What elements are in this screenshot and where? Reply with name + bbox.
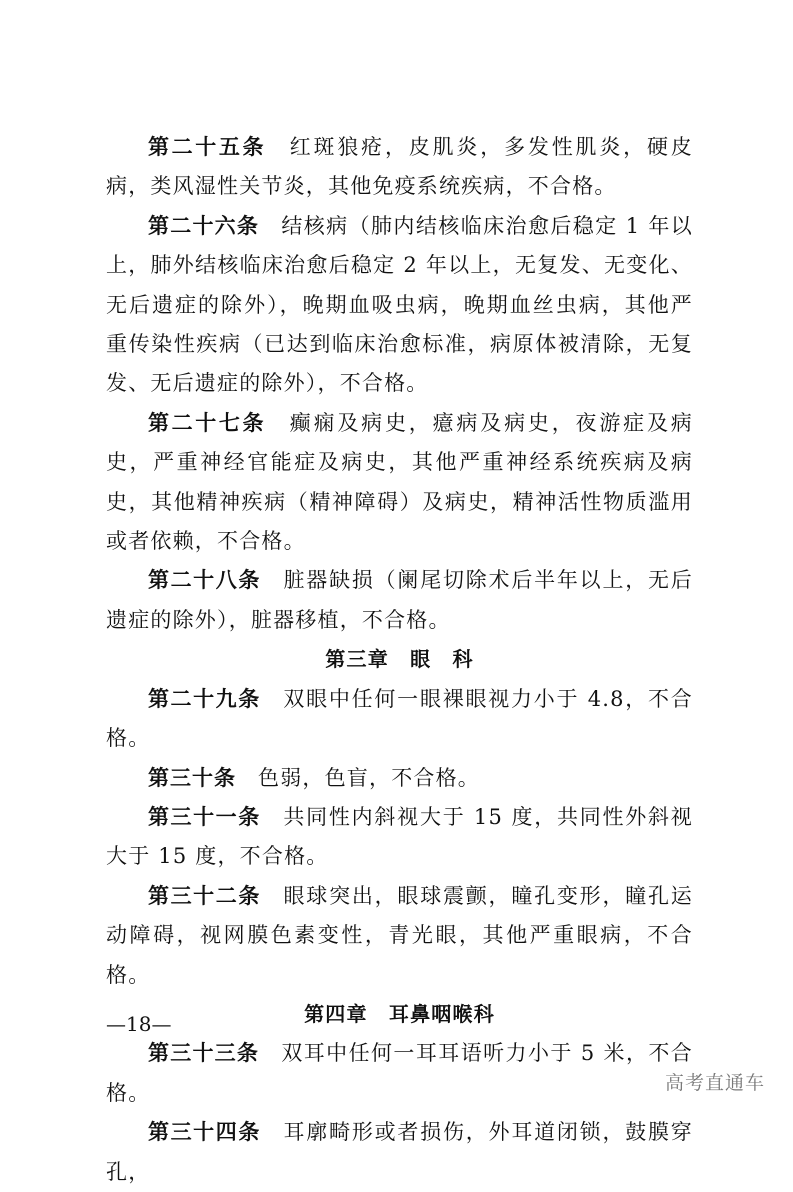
article-number: 第二十七条 xyxy=(148,410,267,435)
chapter-heading-ent: 第四章 耳鼻咽喉科 xyxy=(304,1001,495,1026)
article-27 xyxy=(106,404,693,562)
article-33 xyxy=(106,1034,693,1113)
article-text: 双耳中任何一耳耳语听力小于 5 米，不合格。 xyxy=(106,1041,694,1105)
article-number: 第三十一条 xyxy=(148,804,261,829)
article-32 xyxy=(106,877,693,995)
article-number: 第三十四条 xyxy=(148,1120,261,1145)
document-body xyxy=(106,128,693,1192)
article-29 xyxy=(106,680,693,759)
page-number: —18— xyxy=(106,1012,172,1036)
chapter-heading-eye: 第三章 眼 科 xyxy=(325,647,474,672)
article-text: 眼球突出，眼球震颤，瞳孔变形，瞳孔运动障碍，视网膜色素变性，青光眼，其他严重眼病，不合格。 xyxy=(106,883,693,987)
article-number: 第二十八条 xyxy=(148,568,261,593)
article-text: 耳廓畸形或者损伤，外耳道闭锁，鼓膜穿孔， xyxy=(106,1120,693,1184)
article-text: 双眼中任何一眼裸眼视力小于 4.8，不合格。 xyxy=(106,686,693,751)
article-34 xyxy=(106,1113,693,1192)
article-28 xyxy=(106,561,693,640)
watermark-text: 高考直通车 xyxy=(664,1072,765,1094)
article-25 xyxy=(106,128,693,207)
article-text: 共同性内斜视大于 15 度，共同性外斜视大于 15 度，不合格。 xyxy=(106,804,693,869)
article-number: 第二十九条 xyxy=(148,686,261,711)
article-number: 第三十二条 xyxy=(148,883,261,908)
article-number: 第二十五条 xyxy=(148,135,267,159)
article-text: 红斑狼疮，皮肌炎，多发性肌炎，硬皮病，类风湿性关节炎，其他免疫系统疾病，不合格。 xyxy=(106,135,693,199)
article-26 xyxy=(106,207,693,404)
article-30 xyxy=(106,759,693,798)
article-number: 第三十三条 xyxy=(148,1041,260,1066)
article-31 xyxy=(106,798,693,877)
article-text: 色弱，色盲，不合格。 xyxy=(258,765,480,790)
article-text: 结核病（肺内结核临床治愈后稳定 1 年以上，肺外结核临床治愈后稳定 2 年以上，无复发、无变化、无后遗症的除外），晚期血吸虫病，晚期血丝虫病，其他严重传染性疾病（已达到临床治愈标准，病原体被清除，无复发、无后遗症的除外），不合格。 xyxy=(106,213,694,396)
article-text: 癫痫及病史，癔病及病史，夜游症及病史，严重神经官能症及病史，其他严重神经系统疾病及病史，其他精神疾病（精神障碍）及病史，精神活性物质滥用或者依赖，不合格。 xyxy=(106,410,693,554)
article-number: 第三十条 xyxy=(148,765,236,790)
article-text: 脏器缺损（阑尾切除术后半年以上，无后遗症的除外），脏器移植，不合格。 xyxy=(106,568,693,632)
article-number: 第二十六条 xyxy=(148,213,260,238)
